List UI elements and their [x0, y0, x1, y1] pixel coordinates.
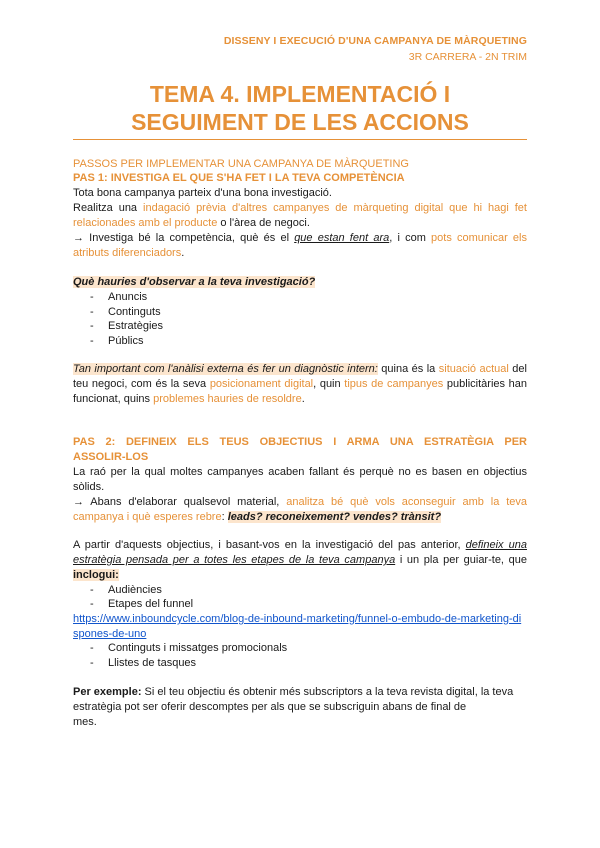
paragraph-strategy-line1: A partir d'aquests objectius, i basant-vos en la investigació del pas anterior, defineix una — [73, 539, 527, 551]
paragraph-strategy-line2: estratègia pensada per a totes les etapes de la teva campanya i un pla per guiar-te, que — [73, 554, 527, 566]
list-item: Estratègies — [108, 320, 164, 332]
example-line1: Per exemple: Si el teu objectiu és obtenir més subscriptors a la teva revista digital, la teva — [73, 686, 514, 698]
step2-heading-line2: ASSOLIR-LOS — [73, 451, 149, 463]
paragraph-research-line1: Realitza una indagació prèvia d'altres campanyes de màrqueting digital que hi hagi fet — [73, 202, 527, 214]
list-item: Etapes del funnel — [108, 598, 194, 610]
paragraph-strategy-line3: inclogui: — [73, 569, 119, 581]
list-bullet: - — [90, 291, 94, 303]
list-item: Públics — [108, 335, 144, 347]
funnel-link-line1[interactable]: https://www.inboundcycle.com/blog-de-inbound-marketing/funnel-o-embudo-de-marketing-di — [73, 613, 522, 625]
example-line2: estratègia pot ser oferir descomptes per als que se subscriguin abans de final de — [73, 701, 467, 713]
paragraph-objectives-line2: sòlids. — [73, 481, 105, 493]
paragraph-before-line1: → Abans d'elaborar qualsevol material, analitza bé què vols aconseguir amb la teva — [73, 496, 527, 508]
paragraph-competition-line2: atributs diferenciadors. — [73, 247, 185, 259]
paragraph-internal-line3: funcionat, quins problemes hauries de resoldre. — [73, 393, 305, 405]
list-bullet: - — [90, 306, 94, 318]
course-header: DISSENY I EXECUCIÓ D'UNA CAMPANYA DE MÀRQUETING — [223, 35, 527, 47]
list-bullet: - — [90, 657, 94, 669]
paragraph-objectives-line1: La raó per la qual moltes campanyes acaben fallant és perquè no es basen en objectius — [73, 466, 527, 478]
funnel-link-line2[interactable]: spones-de-uno — [73, 628, 147, 640]
paragraph-intro: Tota bona campanya parteix d'una bona investigació. — [73, 187, 332, 199]
paragraph-internal-line2: teu negoci, com és la seva posicionament digital, quin tipus de campanyes publicitàries han — [73, 378, 527, 390]
list-bullet: - — [90, 642, 94, 654]
list-item: Llistes de tasques — [108, 657, 197, 669]
list-bullet: - — [90, 584, 94, 596]
step1-heading: PAS 1: INVESTIGA EL QUE S'HA FET I LA TEVA COMPETÈNCIA — [73, 172, 405, 184]
section-heading: PASSOS PER IMPLEMENTAR UNA CAMPANYA DE MÀRQUETING — [73, 158, 409, 170]
list-bullet: - — [90, 320, 94, 332]
list-bullet: - — [90, 335, 94, 347]
paragraph-before-line2: campanya i què esperes rebre: leads? reconeixement? vendes? trànsit? — [73, 511, 442, 523]
page-title-line1: TEMA 4. IMPLEMENTACIÓ I — [149, 81, 451, 107]
list-item: Anuncis — [108, 291, 148, 303]
observe-question: Què hauries d'observar a la teva investigació? — [73, 276, 316, 288]
title-divider — [73, 139, 527, 140]
page-title-line2: SEGUIMENT DE LES ACCIONS — [131, 109, 469, 135]
term-header: 3R CARRERA - 2N TRIM — [408, 51, 527, 63]
list-item: Audiències — [108, 584, 162, 596]
list-bullet: - — [90, 598, 94, 610]
paragraph-research-line2: relacionades amb el producte o l'àrea de negoci. — [73, 217, 310, 229]
step2-heading-line1: PAS 2: DEFINEIX ELS TEUS OBJECTIUS I ARMA UNA ESTRATÈGIA PER — [73, 436, 527, 448]
paragraph-competition-line1: → Investiga bé la competència, què és el que estan fent ara, i com pots comunicar els — [73, 232, 527, 244]
paragraph-internal-line1: Tan important com l'anàlisi externa és fer un diagnòstic intern: quina és la situació actual del — [73, 363, 527, 375]
list-item: Continguts i missatges promocionals — [108, 642, 288, 654]
example-line3: mes. — [73, 716, 97, 728]
list-item: Continguts — [108, 306, 161, 318]
